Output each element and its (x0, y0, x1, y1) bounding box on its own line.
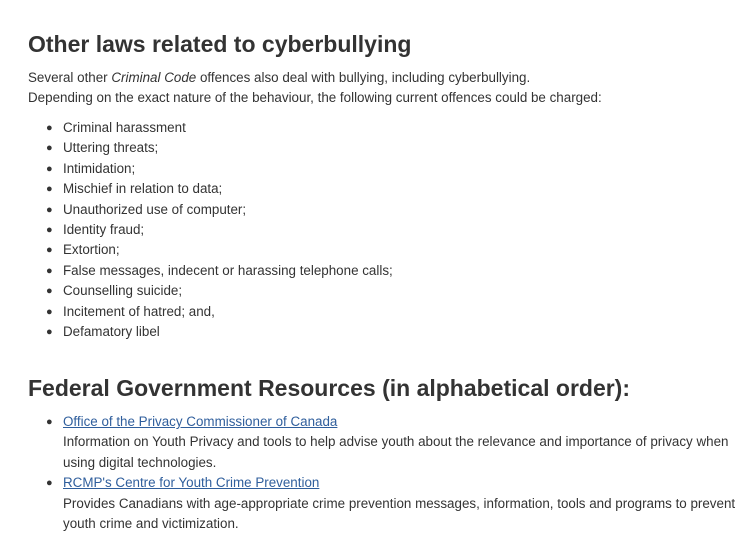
offence-label: False messages, indecent or harassing telephone calls; (63, 262, 393, 278)
offence-label: Unauthorized use of computer; (63, 201, 247, 217)
bullet-icon: ● (46, 162, 53, 175)
list-item (46, 261, 393, 281)
list-item (46, 118, 393, 138)
list-item (46, 159, 393, 179)
offence-label: Criminal harassment (63, 120, 186, 135)
offence-label: Intimidation; (63, 160, 136, 176)
bullet-icon: ● (46, 477, 53, 490)
list-item (46, 473, 740, 534)
offence-label: Counselling suicide; (63, 283, 183, 299)
list-item (46, 322, 393, 342)
bullet-icon: ● (46, 203, 53, 216)
bullet-icon: ● (46, 223, 53, 236)
offences-list (46, 118, 393, 342)
criminal-code-title: Criminal Code (111, 70, 197, 85)
bullet-icon: ● (46, 285, 53, 298)
intro-text-start: Several other (28, 70, 112, 85)
bullet-icon: ● (46, 244, 53, 257)
offence-label: Extortion; (63, 242, 120, 258)
resource-description: Provides Canadians with age-appropriate crime prevention messages, information, tools and programs to prevent youth crime and victimization. (63, 495, 736, 532)
rcmp-youth-crime-prevention-link[interactable]: RCMP's Centre for Youth Crime Prevention (63, 475, 320, 491)
intro-text-end: offences also deal with bullying, including cyberbullying. (196, 70, 531, 85)
bullet-icon: ● (46, 183, 53, 196)
resources-list (46, 412, 740, 534)
bullet-icon: ● (46, 416, 53, 428)
bullet-icon: ● (46, 305, 53, 318)
list-item (46, 240, 393, 260)
privacy-commissioner-link[interactable]: Office of the Privacy Commissioner of Canada (63, 414, 338, 429)
bullet-icon: ● (46, 325, 53, 338)
offence-label: Incitement of hatred; and, (63, 303, 215, 319)
list-item (46, 179, 393, 199)
resource-description: Information on Youth Privacy and tools to help advise youth about the relevance and importance of privacy when using digital technologies. (63, 434, 729, 470)
list-item (46, 281, 393, 301)
list-item (46, 138, 393, 158)
intro-text-line2: Depending on the exact nature of the behaviour, the following current offences could be charged: (28, 90, 602, 105)
bullet-icon: ● (46, 264, 53, 277)
list-item (46, 412, 740, 473)
offence-label: Uttering threats; (63, 140, 159, 156)
offence-label: Defamatory libel (63, 323, 160, 339)
offence-label: Mischief in relation to data; (63, 181, 223, 197)
intro-paragraph (28, 68, 740, 108)
section-heading-federal-resources: Federal Government Resources (in alphabetical order): (28, 375, 630, 401)
list-item (46, 302, 393, 322)
list-item (46, 220, 393, 240)
bullet-icon: ● (46, 142, 53, 155)
bullet-icon: ● (46, 122, 53, 134)
section-heading-other-laws: Other laws related to cyberbullying (28, 31, 412, 57)
list-item (46, 200, 393, 220)
offence-label: Identity fraud; (63, 221, 145, 237)
